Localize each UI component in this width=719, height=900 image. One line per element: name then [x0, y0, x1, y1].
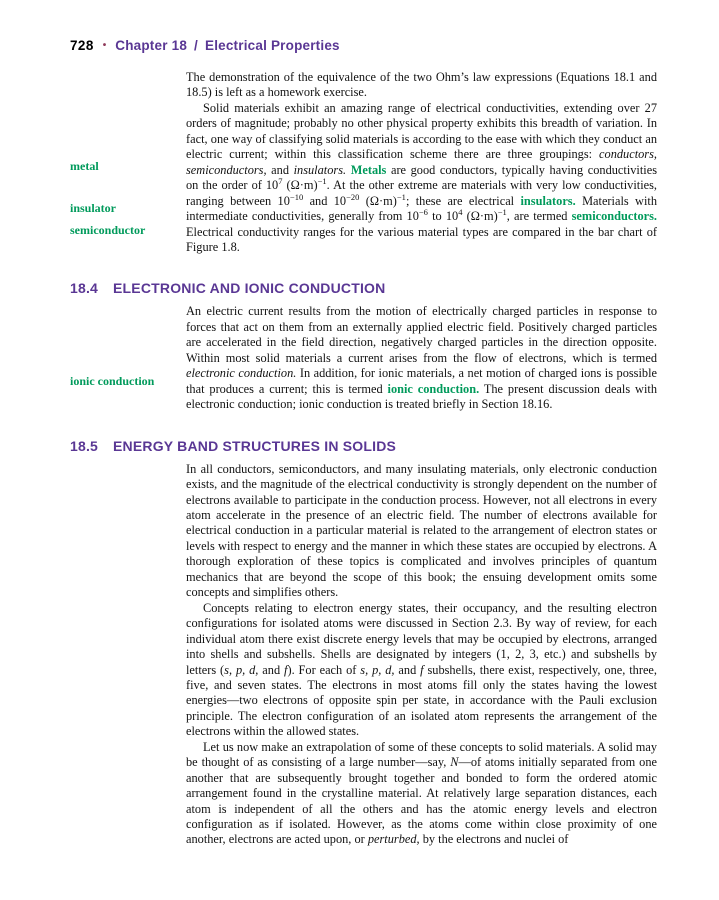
margin-term-metal: metal	[70, 159, 99, 173]
content-blocks	[70, 70, 658, 848]
section-number: 18.5	[70, 437, 99, 454]
paragraph: Solid materials exhibit an amazing range of electrical conductivities, extending over 27 orders of magnitude; probably no other physical property exhibits this breadth of variation. In fact, one way of classifying solid materials is according to the ease with which they conduct an electric current; within this classification scheme there are three groupings: conductors, semiconductors, and insulators. Metals are good conductors, typically having conductivities on the order of $10^7$ $(\Omega\cdot m)^{-1}$. At the other extreme are materials with very low conductivities, ranging between $10^{-10}$ and $10^{-20}$ $(\Omega\cdot m)^{-1}$; these are electrical insulators. Materials with intermediate conductivities, generally from $10^{-6}$ to $10^4$ $(\Omega\cdot m)^{-1}$, are termed semiconductors. Electrical conductivity ranges for the various material types are compared in the bar chart of Figure 1.8.	[186, 100, 657, 254]
chapter-label: Chapter 18	[115, 38, 188, 53]
page-number: 728	[70, 38, 94, 53]
key-term: insulators.	[520, 193, 576, 208]
chapter-title: Electrical Properties	[204, 38, 340, 53]
running-head	[70, 38, 340, 53]
paragraph: An electric current results from the motion of electrically charged particles in response to forces that act on them from an externally applied electric field. Positively charged particles are accelerated in the field direction, negatively charged particles in the direction opposite. Within most solid materials a current arises from the flow of electrons, which is termed electronic conduction. In addition, for ionic materials, a net motion of charged ions is possible that produces a current; this is termed ionic conduction. The present discussion deals with electronic conduction; ionic conduction is treated briefly in Section 18.16.	[186, 304, 657, 412]
paragraph: In all conductors, semiconductors, and many insulating materials, only electronic conduction exists, and the magnitude of the electrical conductivity is strongly dependent on the number of electrons available to participate in the conduction process. However, not all electrons in every atom accelerate in the presence of an electric field. The number of electrons available for electrical conduction in a particular material is related to the arrangement of electron states or levels with respect to energy and the manner in which these states are occupied by electrons. A thorough exploration of these topics is complicated and involves principles of quantum mechanics that are beyond the scope of this book; the ensuing development omits some concepts and simplifies others.	[186, 461, 657, 600]
paragraph: The demonstration of the equivalence of the two Ohm’s law expressions (Equations 18.1 and 18.5) is left as a homework exercise.	[186, 70, 657, 100]
key-term: semiconductors.	[571, 209, 657, 224]
section-title: ENERGY BAND STRUCTURES IN SOLIDS	[113, 437, 397, 454]
section-title: ELECTRONIC AND IONIC CONDUCTION	[113, 280, 386, 297]
key-term: Metals	[350, 162, 387, 177]
bullet-separator-icon: •	[102, 40, 107, 51]
section-heading	[70, 438, 658, 454]
paragraph: Let us now make an extrapolation of some of these concepts to solid materials. A solid may be thought of as consisting of a large number—say, N—of atoms initially separated from one another that are subsequently brought together and bonded to form the ordered atomic arrangement found in the crystalline material. At relatively large separation distances, each atom is independent of all the others and has the atomic energy levels and electron configuration as if isolated. However, as the atoms come within close proximity of one another, electrons are acted upon, or perturbed, by the electrons and nuclei of	[186, 739, 657, 847]
margin-term-semiconductor: semiconductor	[70, 223, 146, 237]
margin-term-insulator: insulator	[70, 201, 117, 215]
chapter-heading	[115, 38, 340, 53]
paragraph: Concepts relating to electron energy states, their occupancy, and the resulting electron configurations for isolated atoms were discussed in Section 2.3. By way of review, for each individual atom there exist discrete energy levels that may be occupied by electrons, arranged into shells and subshells. Shells are designated by integers (1, 2, 3, etc.) and subshells by letters (s, p, d, and f). For each of s, p, d, and f subshells, there exist, respectively, one, three, five, and seven states. The electrons in most atoms fill only the states having the lowest energies—two electrons of opposite spin per state, in accordance with the Pauli exclusion principle. The electron configuration of an isolated atom represents the arrangement of the electrons within the allowed states.	[186, 600, 657, 739]
section-number: 18.4	[70, 280, 99, 297]
chapter-separator: /	[194, 38, 198, 53]
margin-term-ionic-conduction: ionic conduction	[70, 374, 155, 388]
section-heading	[70, 280, 658, 296]
key-term: ionic conduction.	[387, 381, 480, 396]
